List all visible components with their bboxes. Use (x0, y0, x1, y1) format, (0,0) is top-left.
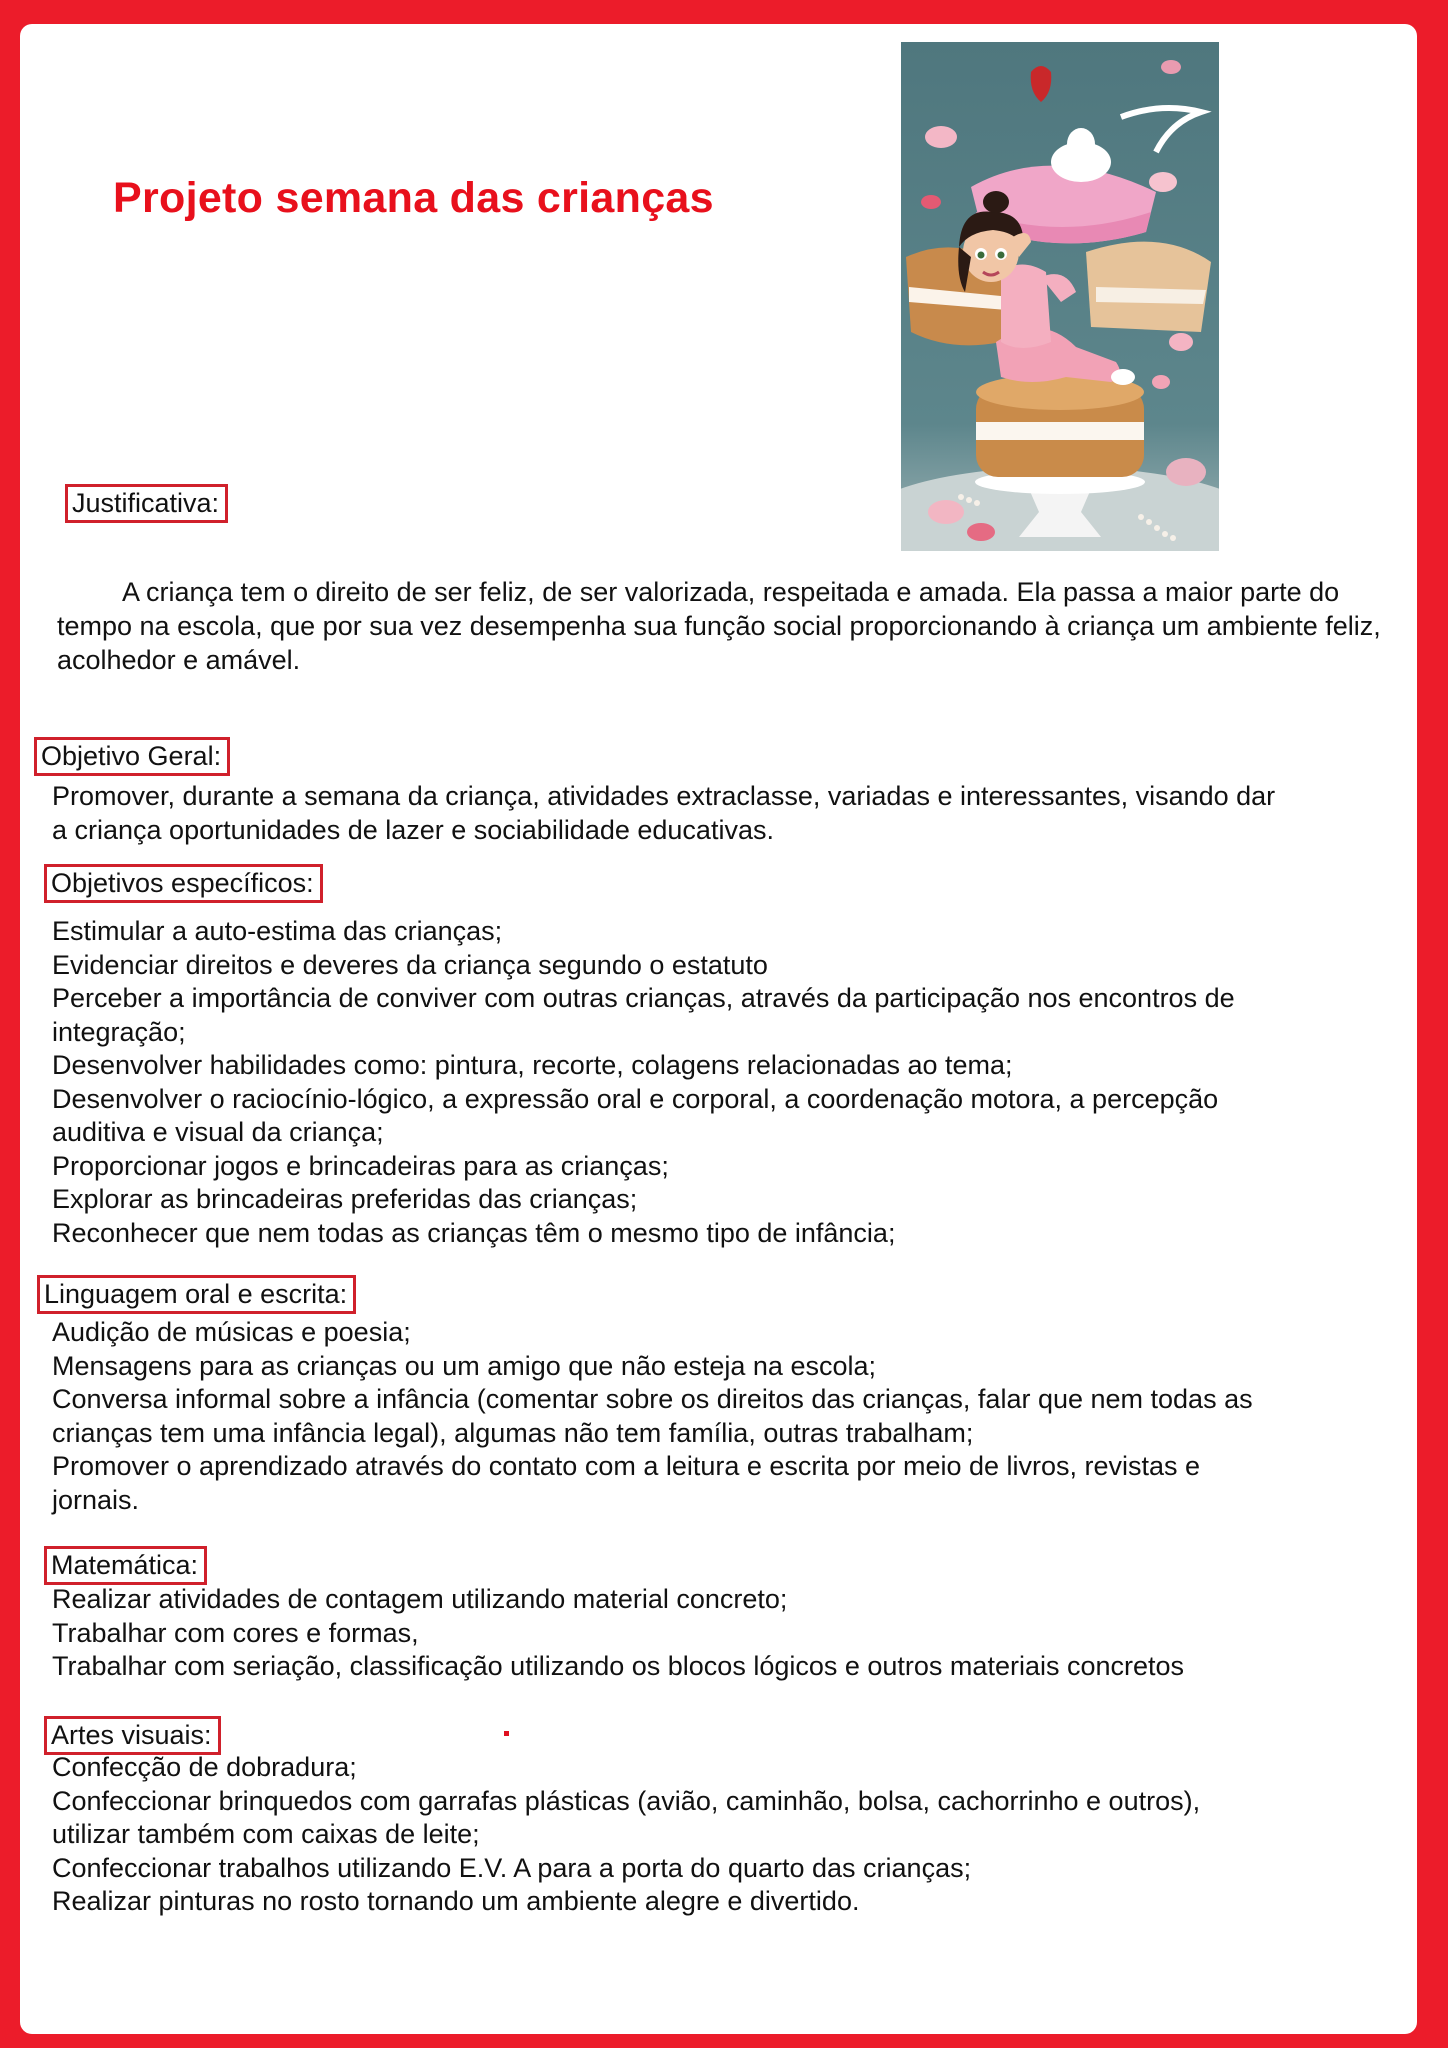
list-item: Promover o aprendizado através do contato com a leitura e escrita por meio de livros, revistas e (52, 1451, 1201, 1481)
list-item: Mensagens para as crianças ou um amigo que não esteja na escola; (52, 1350, 877, 1381)
list-item: Realizar pinturas no rosto tornando um ambiente alegre e divertido. (52, 1886, 860, 1916)
page-title: Projeto semana das crianças (113, 174, 714, 222)
section-label-objetivo-geral: Objetivo Geral: (34, 737, 230, 776)
list-item: Confecção de dobradura; (52, 1752, 357, 1782)
section-label-linguagem: Linguagem oral e escrita: (37, 1275, 356, 1314)
document-page (20, 24, 1417, 2034)
list-item: Perceber a importância de conviver com outras crianças, através da participação nos encontros de (52, 983, 1235, 1013)
list-item: jornais. (52, 1484, 140, 1515)
text-line: a criança oportunidades de lazer e sociabilidade educativas. (52, 814, 774, 845)
artes-list (52, 1751, 1200, 1919)
section-label-objetivos-especificos: Objetivos específicos: (44, 864, 323, 903)
list-item: Explorar as brincadeiras preferidas das crianças; (52, 1184, 638, 1214)
list-item: utilizar também com caixas de leite; (52, 1819, 480, 1849)
list-item: Realizar atividades de contagem utilizando material concreto; (52, 1584, 788, 1614)
list-item: Audição de músicas e poesia; (52, 1317, 411, 1347)
cartoon-girl-on-cake-illustration (901, 42, 1219, 551)
linguagem-list (52, 1316, 1253, 1517)
text-line: Promover, durante a semana da criança, atividades extraclasse, variadas e interessantes, visando dar (52, 781, 1276, 811)
list-item: Trabalhar com cores e formas, (52, 1617, 419, 1648)
list-item: Evidenciar direitos e deveres da criança segundo o estatuto (52, 949, 768, 980)
list-item: Reconhecer que nem todas as crianças têm o mesmo tipo de infância; (52, 1217, 896, 1248)
list-item: Proporcionar jogos e brincadeiras para as crianças; (52, 1150, 669, 1181)
justificativa-text: A criança tem o direito de ser feliz, de ser valorizada, respeitada e amada. Ela passa a maior parte do tempo na escola, que por sua vez desempenha sua função social proporcionando à criança um ambiente feliz, acolhedor e amável. (57, 577, 1381, 675)
list-item: Trabalhar com seriação, classificação utilizando os blocos lógicos e outros materiais concretos (52, 1651, 1185, 1681)
list-item: Confeccionar brinquedos com garrafas plásticas (avião, caminhão, bolsa, cachorrinho e outros), (52, 1785, 1201, 1816)
list-item: Desenvolver o raciocínio-lógico, a expressão oral e corporal, a coordenação motora, a percepção (52, 1083, 1219, 1114)
section-label-justificativa: Justificativa: (65, 484, 228, 523)
list-item: auditiva e visual da criança; (52, 1117, 384, 1147)
objetivo-geral-text (52, 780, 1275, 847)
list-item: crianças tem uma infância legal), algumas não tem família, outras trabalham; (52, 1417, 974, 1448)
objetivos-especificos-list (52, 915, 1235, 1250)
matematica-list (52, 1583, 1184, 1684)
section-label-artes: Artes visuais: (44, 1716, 221, 1755)
list-item: integração; (52, 1016, 186, 1047)
section-label-matematica: Matemática: (44, 1546, 207, 1585)
list-item: Estimular a auto-estima das crianças; (52, 916, 503, 946)
stray-dot (504, 1731, 509, 1736)
list-item: Desenvolver habilidades como: pintura, recorte, colagens relacionadas ao tema; (52, 1050, 1013, 1080)
list-item: Conversa informal sobre a infância (comentar sobre os direitos das crianças, falar que nem todas as (52, 1384, 1253, 1414)
list-item: Confeccionar trabalhos utilizando E.V. A para a porta do quarto das crianças; (52, 1852, 972, 1883)
